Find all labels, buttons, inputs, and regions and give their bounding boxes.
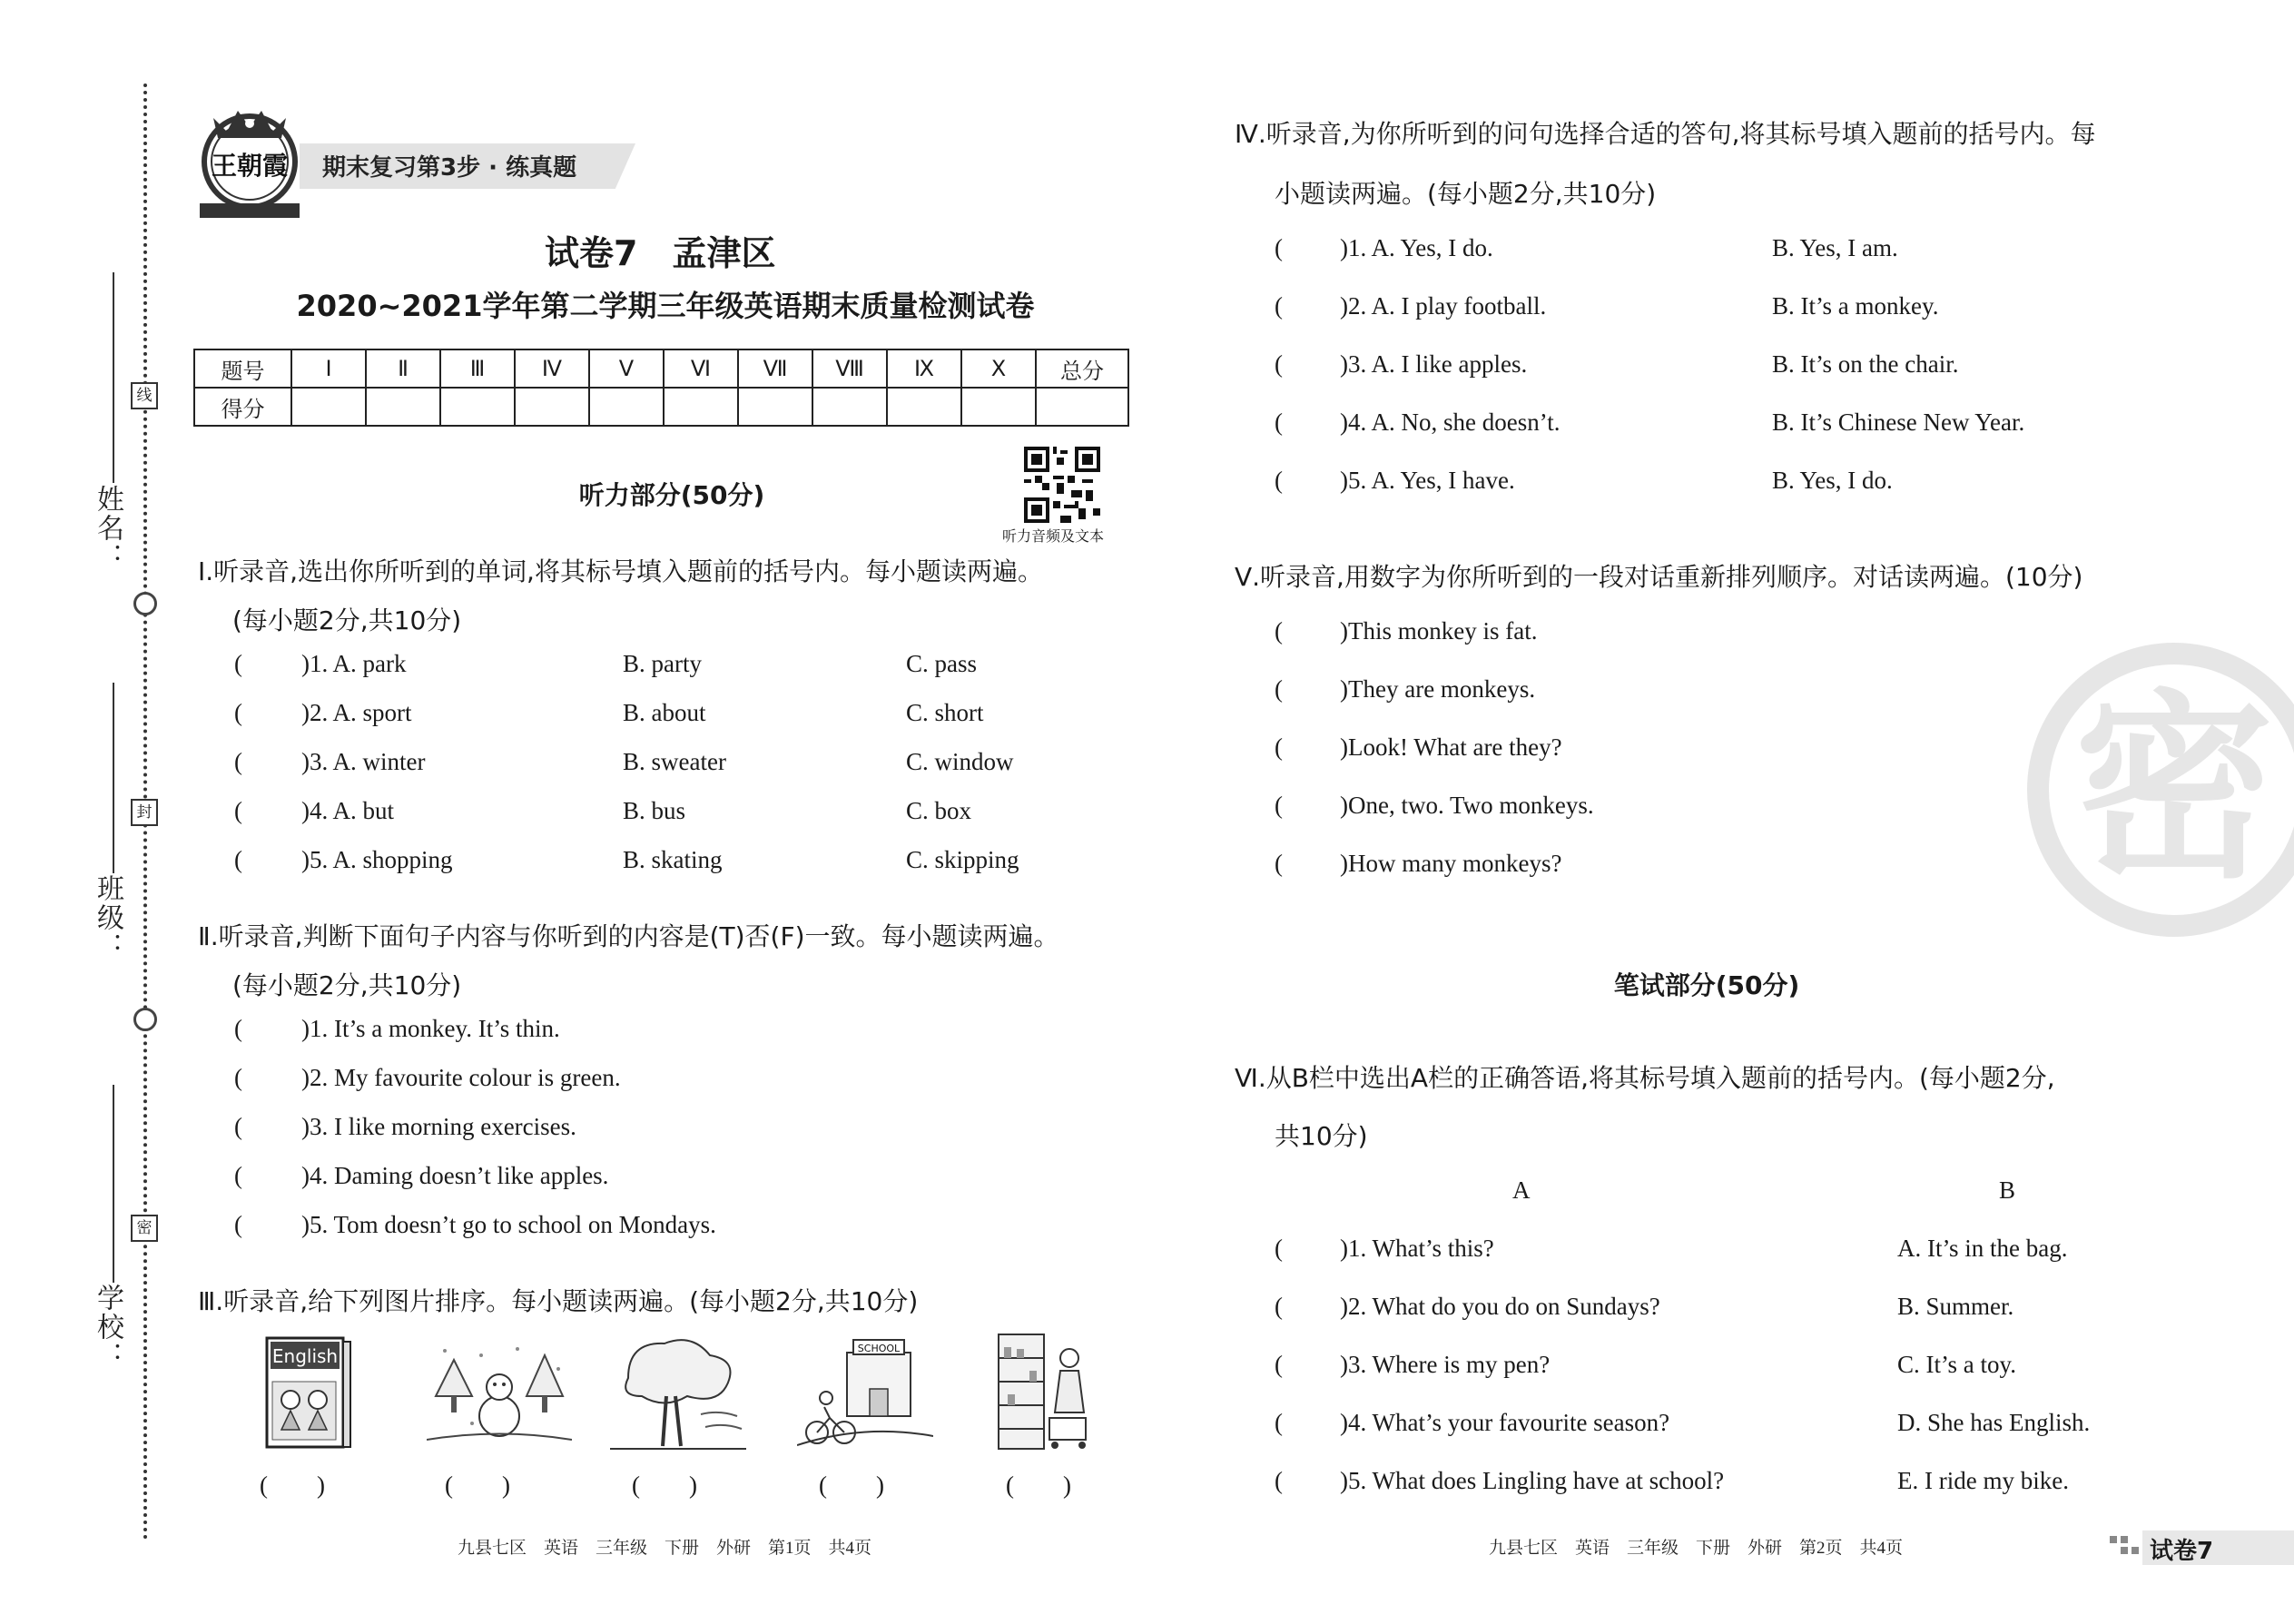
score-input-cell[interactable] xyxy=(961,388,1036,426)
q6-item-1-a: )1. What’s this? xyxy=(1340,1235,1494,1262)
q4-item-2-a: )2. A. I play football. xyxy=(1340,292,1547,320)
answer-bracket[interactable]: ( xyxy=(1275,234,1283,261)
q5-heading: Ⅴ.听录音,用数字为你所听到的一段对话重新排列顺序。对话读两遍。(10分) xyxy=(1235,562,2083,592)
windy-tree-picture xyxy=(610,1333,746,1452)
q5-item-3: )Look! What are they? xyxy=(1340,733,1562,761)
answer-bracket[interactable]: ( xyxy=(1275,850,1283,877)
q1-item-5-a: )5. A. shopping xyxy=(301,846,453,873)
q2-item-1: )1. It’s a monkey. It’s thin. xyxy=(301,1015,560,1042)
answer-bracket[interactable]: ( xyxy=(234,1015,242,1042)
q1-item-4-a: )4. A. but xyxy=(301,797,395,824)
svg-text:密: 密 xyxy=(2073,673,2275,905)
answer-bracket[interactable]: ( xyxy=(1275,733,1283,761)
score-input-cell[interactable] xyxy=(440,388,515,426)
listening-section-title: 听力部分(50分) xyxy=(578,480,765,510)
q4-item-3-a: )3. A. I like apples. xyxy=(1340,350,1528,378)
q4-item-2-b: B. It’s a monkey. xyxy=(1772,292,1939,320)
q1-item-1-b: B. party xyxy=(623,650,702,677)
q1-item-3-b: B. sweater xyxy=(623,748,726,775)
name-line xyxy=(113,272,114,483)
score-cell: Ⅰ xyxy=(291,349,366,388)
q3-blank-4[interactable]: ( ) xyxy=(819,1471,884,1499)
answer-bracket[interactable]: ( xyxy=(1275,1351,1283,1378)
q1-item-3-c: C. window xyxy=(906,748,1014,775)
score-cell: Ⅹ xyxy=(961,349,1036,388)
answer-bracket[interactable]: ( xyxy=(234,748,242,775)
score-input-cell[interactable] xyxy=(664,388,738,426)
answer-bracket[interactable]: ( xyxy=(1275,1235,1283,1262)
paper-tag: 试卷7 xyxy=(2150,1538,2214,1565)
q6-item-5-a: )5. What does Lingling have at school? xyxy=(1340,1467,1725,1494)
answer-bracket[interactable]: ( xyxy=(234,1162,242,1189)
answer-bracket[interactable]: ( xyxy=(1275,617,1283,645)
score-input-cell[interactable] xyxy=(589,388,664,426)
corner-squares-decoration xyxy=(2108,1534,2144,1561)
shopping-picture xyxy=(995,1331,1095,1452)
q2-item-5: )5. Tom doesn’t go to school on Mondays. xyxy=(301,1211,716,1238)
q6-item-1-b: A. It’s in the bag. xyxy=(1897,1235,2068,1262)
q6-column-b-header: B xyxy=(1999,1176,2016,1204)
q3-heading: Ⅲ.听录音,给下列图片排序。每小题读两遍。(每小题2分,共10分) xyxy=(198,1286,919,1316)
q2-heading: Ⅱ.听录音,判断下面句子内容与你听到的内容是(T)否(F)一致。每小题读两遍。 xyxy=(198,921,1059,951)
score-input-cell[interactable] xyxy=(738,388,812,426)
q3-blank-3[interactable]: ( ) xyxy=(632,1471,697,1499)
answer-bracket[interactable]: ( xyxy=(234,650,242,677)
answer-bracket[interactable]: ( xyxy=(1275,292,1283,320)
q1-item-1-c: C. pass xyxy=(906,650,978,677)
school-bike-picture xyxy=(797,1334,933,1452)
svg-text:English: English xyxy=(271,1345,339,1367)
score-input-cell[interactable] xyxy=(887,388,961,426)
score-input-cell[interactable] xyxy=(291,388,366,426)
q6-heading: Ⅵ.从B栏中选出A栏的正确答语,将其标号填入题前的括号内。(每小题2分, xyxy=(1235,1063,2055,1093)
english-book-picture xyxy=(263,1334,354,1452)
score-input-cell[interactable] xyxy=(812,388,887,426)
score-cell: Ⅷ xyxy=(812,349,887,388)
q1-item-5-c: C. skipping xyxy=(906,846,1019,873)
q1-item-1-a: )1. A. park xyxy=(301,650,407,677)
score-input-cell[interactable] xyxy=(366,388,440,426)
score-cell: Ⅴ xyxy=(589,349,664,388)
margin-char-mi: 密 xyxy=(131,1215,158,1242)
q6-item-3-b: C. It’s a toy. xyxy=(1897,1351,2016,1378)
q4-item-3-b: B. It’s on the chair. xyxy=(1772,350,1959,378)
class-line xyxy=(113,683,114,873)
q6-item-2-a: )2. What do you do on Sundays? xyxy=(1340,1293,1660,1320)
score-cell: Ⅶ xyxy=(738,349,812,388)
q6-item-4-a: )4. What’s your favourite season? xyxy=(1340,1409,1670,1436)
qr-code[interactable] xyxy=(1024,447,1100,523)
q1-item-2-b: B. about xyxy=(623,699,706,726)
answer-bracket[interactable]: ( xyxy=(1275,408,1283,436)
q1-score-note: (每小题2分,共10分) xyxy=(232,605,462,635)
footer-left: 九县七区 英语 三年级 下册 外研 第1页 共4页 xyxy=(458,1539,872,1558)
answer-bracket[interactable]: ( xyxy=(234,1064,242,1091)
name-label: 姓名： xyxy=(92,485,123,572)
q1-item-4-b: B. bus xyxy=(623,797,686,824)
q2-item-3: )3. I like morning exercises. xyxy=(301,1113,576,1140)
answer-bracket[interactable]: ( xyxy=(234,699,242,726)
score-cell: Ⅳ xyxy=(515,349,589,388)
paper-subtitle: 2020~2021学年第二学期三年级英语期末质量检测试卷 xyxy=(296,289,1035,323)
q6-item-4-b: D. She has English. xyxy=(1897,1409,2091,1436)
school-line xyxy=(113,1085,114,1283)
q4-heading-cont: 小题读两遍。(每小题2分,共10分) xyxy=(1275,179,1657,209)
q2-item-4: )4. Daming doesn’t like apples. xyxy=(301,1162,609,1189)
score-table xyxy=(193,349,1129,427)
answer-bracket[interactable]: ( xyxy=(234,1113,242,1140)
q1-item-3-a: )3. A. winter xyxy=(301,748,426,775)
score-cell: Ⅸ xyxy=(887,349,961,388)
winter-snow-picture xyxy=(427,1342,572,1451)
paper-title: 试卷7 孟津区 xyxy=(545,233,776,273)
q1-item-2-a: )2. A. sport xyxy=(301,699,412,726)
score-cell: 得分 xyxy=(194,388,291,426)
score-input-cell[interactable] xyxy=(515,388,589,426)
q2-score-note: (每小题2分,共10分) xyxy=(232,970,462,1000)
qr-caption: 听力音频及文本 xyxy=(1002,527,1105,545)
q4-item-5-b: B. Yes, I do. xyxy=(1772,467,1893,494)
answer-bracket[interactable]: ( xyxy=(1275,350,1283,378)
q2-item-2: )2. My favourite colour is green. xyxy=(301,1064,621,1091)
q3-blank-5[interactable]: ( ) xyxy=(1006,1471,1071,1499)
q4-item-4-b: B. It’s Chinese New Year. xyxy=(1772,408,2025,436)
publisher-logo xyxy=(182,91,318,227)
q1-item-5-b: B. skating xyxy=(623,846,723,873)
q4-item-4-a: )4. A. No, she doesn’t. xyxy=(1340,408,1561,436)
q6-item-2-b: B. Summer. xyxy=(1897,1293,2014,1320)
q3-blank-2[interactable]: ( ) xyxy=(445,1471,510,1499)
q1-item-4-c: C. box xyxy=(906,797,972,824)
q6-column-a-header: A xyxy=(1512,1176,1531,1204)
margin-char-xian: 线 xyxy=(131,382,158,409)
punch-hole xyxy=(133,1008,157,1031)
class-label: 班级： xyxy=(92,874,123,961)
answer-bracket[interactable]: ( xyxy=(1275,467,1283,494)
answer-bracket[interactable]: ( xyxy=(1275,1293,1283,1320)
answer-bracket[interactable]: ( xyxy=(1275,1409,1283,1436)
writing-section-title: 笔试部分(50分) xyxy=(1613,970,1800,1000)
score-cell: Ⅲ xyxy=(440,349,515,388)
q6-item-3-a: )3. Where is my pen? xyxy=(1340,1351,1551,1378)
q6-heading-cont: 共10分) xyxy=(1275,1121,1368,1151)
score-cell: Ⅵ xyxy=(664,349,738,388)
svg-text:SCHOOL: SCHOOL xyxy=(857,1343,901,1354)
answer-bracket[interactable]: ( xyxy=(1275,792,1283,819)
watermark-seal xyxy=(2020,635,2294,944)
answer-bracket[interactable]: ( xyxy=(234,1211,242,1238)
answer-bracket[interactable]: ( xyxy=(234,846,242,873)
score-cell: 总分 xyxy=(1036,349,1128,388)
score-table-header-row xyxy=(194,349,1128,388)
q4-item-5-a: )5. A. Yes, I have. xyxy=(1340,467,1515,494)
q5-item-2: )They are monkeys. xyxy=(1340,675,1536,703)
q5-item-1: )This monkey is fat. xyxy=(1340,617,1538,645)
q1-item-2-c: C. short xyxy=(906,699,984,726)
score-table-score-row xyxy=(194,388,1128,426)
svg-text:王朝霞: 王朝霞 xyxy=(211,151,289,181)
q6-item-5-b: E. I ride my bike. xyxy=(1897,1467,2069,1494)
school-label: 学校： xyxy=(92,1284,123,1371)
punch-hole xyxy=(133,592,157,615)
q5-item-5: )How many monkeys? xyxy=(1340,850,1562,877)
q4-item-1-b: B. Yes, I am. xyxy=(1772,234,1898,261)
q3-blank-1[interactable]: ( ) xyxy=(260,1471,325,1499)
answer-bracket[interactable]: ( xyxy=(1275,675,1283,703)
margin-char-feng: 封 xyxy=(131,799,158,826)
q4-heading: Ⅳ.听录音,为你所听到的问句选择合适的答句,将其标号填入题前的括号内。每 xyxy=(1235,119,2096,149)
score-input-cell[interactable] xyxy=(1036,388,1128,426)
answer-bracket[interactable]: ( xyxy=(234,797,242,824)
score-cell: 题号 xyxy=(194,349,291,388)
answer-bracket[interactable]: ( xyxy=(1275,1467,1283,1494)
footer-right: 九县七区 英语 三年级 下册 外研 第2页 共4页 xyxy=(1489,1539,1904,1558)
header-banner-text: 期末复习第3步 · 练真题 xyxy=(322,154,577,182)
q1-heading: Ⅰ.听录音,选出你所听到的单词,将其标号填入题前的括号内。每小题读两遍。 xyxy=(198,556,1043,586)
q5-item-4: )One, two. Two monkeys. xyxy=(1340,792,1594,819)
q4-item-1-a: )1. A. Yes, I do. xyxy=(1340,234,1493,261)
score-cell: Ⅱ xyxy=(366,349,440,388)
